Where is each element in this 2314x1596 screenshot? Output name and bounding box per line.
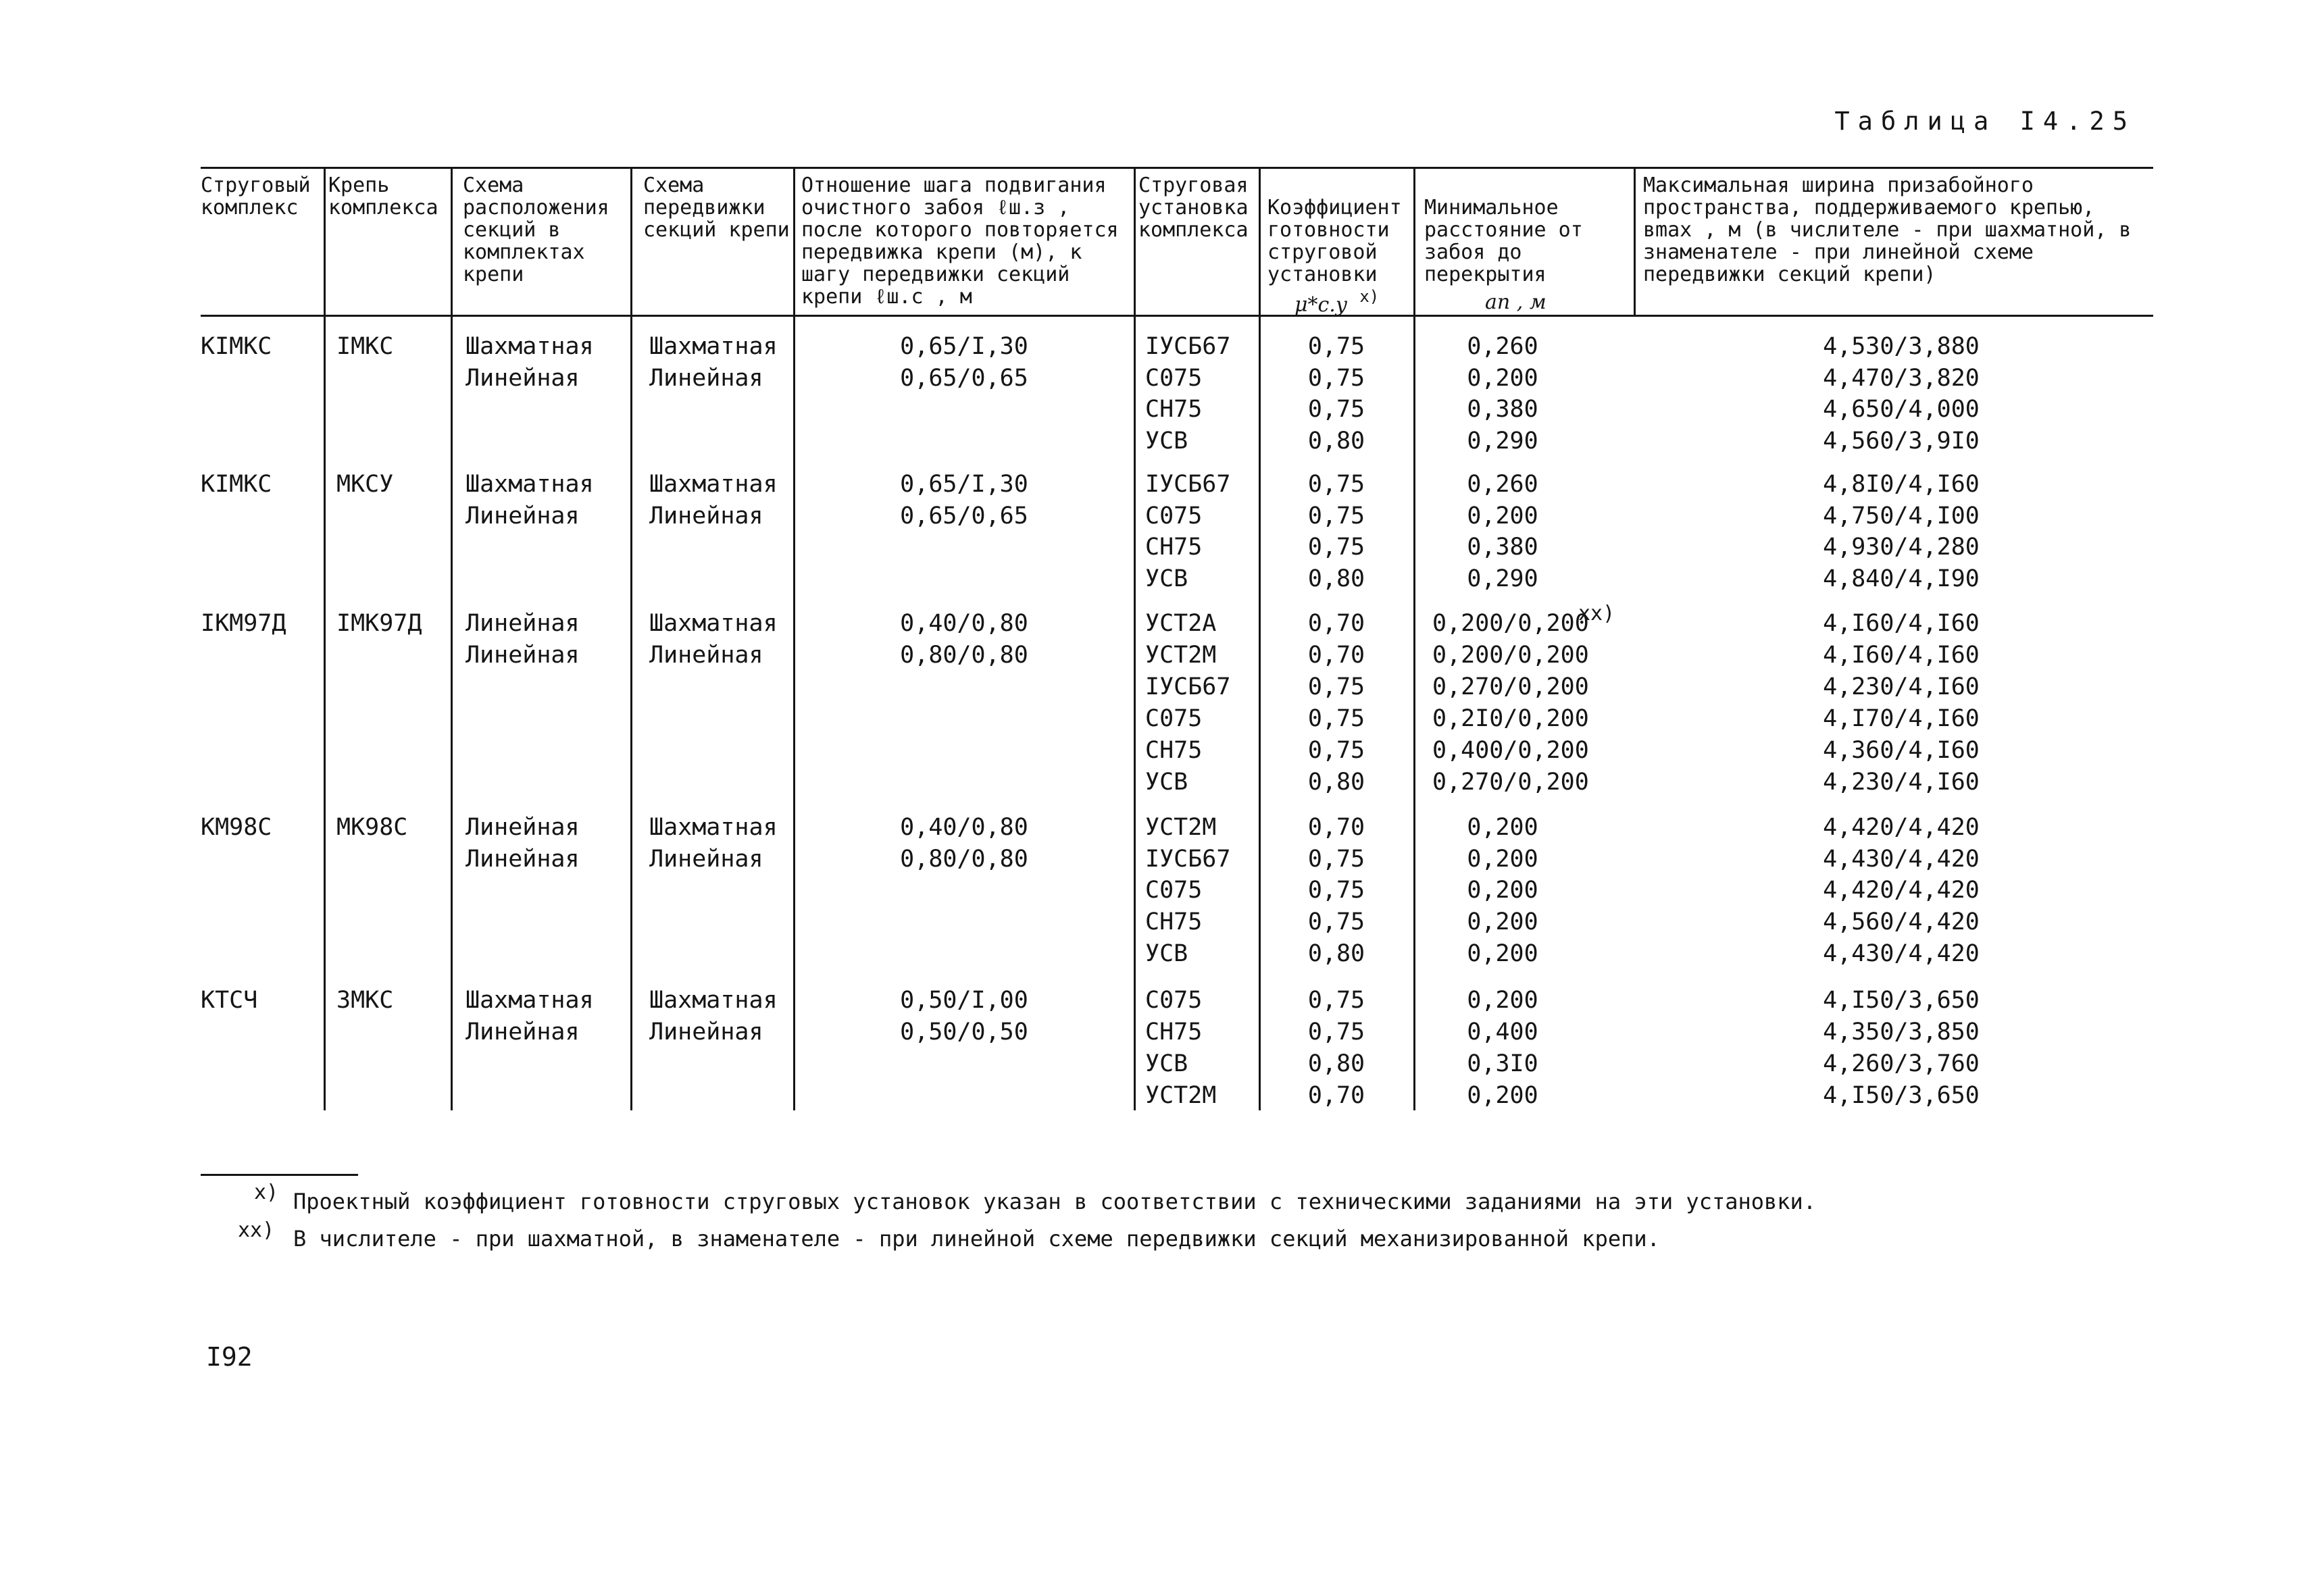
header-support (328, 174, 450, 219)
max-width: 4,360/4,I60 (1823, 737, 1980, 764)
readiness-coef: 0,75 (1307, 365, 1365, 392)
layout-scheme: Шахматная (466, 333, 594, 360)
table-top-rule (201, 167, 2153, 169)
header-plow-unit (1138, 174, 1259, 241)
max-width: 4,260/3,760 (1823, 1050, 1980, 1077)
readiness-coef: 0,75 (1307, 908, 1365, 935)
max-width: 4,I60/4,I60 (1823, 642, 1980, 669)
col-divider-1 (324, 168, 326, 1110)
movement-scheme: Линейная (649, 365, 763, 392)
header-max-width-text: Максимальная ширина призабойного пространства, поддерживаемого крепью, вmax , м (в числителе - при шахматной, в знаменателе - при линейной схеме передвижки секций крепи) (1643, 174, 2132, 286)
min-distance: 0,200/0,200 (1432, 642, 1589, 669)
movement-scheme: Шахматная (649, 471, 778, 498)
header-movement-scheme (643, 174, 792, 241)
layout-scheme: Линейная (466, 814, 580, 841)
col-divider-3 (630, 168, 632, 1110)
plow-unit: СН75 (1145, 908, 1203, 935)
max-width: 4,650/4,000 (1823, 396, 1980, 423)
header-complex (201, 174, 322, 219)
layout-scheme: Линейная (466, 846, 580, 873)
min-distance: 0,260 (1467, 333, 1538, 360)
readiness-mark: x) (1359, 287, 1380, 306)
max-width: 4,230/4,I60 (1823, 673, 1980, 700)
layout-scheme: Линейная (466, 610, 580, 637)
readiness-coef: 0,75 (1307, 1019, 1365, 1046)
step-ratio: 0,40/0,80 (900, 814, 1028, 841)
max-width: 4,930/4,280 (1823, 534, 1980, 561)
plow-unit: С075 (1145, 987, 1203, 1014)
plow-unit: УСВ (1145, 940, 1188, 967)
step-ratio: 0,65/I,30 (900, 471, 1028, 498)
max-width: 4,I60/4,I60 (1823, 610, 1980, 637)
header-complex-text: Струговый комплекс (201, 174, 311, 220)
plow-unit: СН75 (1145, 737, 1203, 764)
plow-complex: KIМКС (201, 333, 272, 360)
header-min-distance-text: Минимальное расстояние от забоя до перекрытия (1424, 196, 1583, 286)
min-distance: 0,200 (1467, 846, 1538, 873)
layout-scheme: Шахматная (466, 471, 594, 498)
readiness-coef: 0,75 (1307, 877, 1365, 904)
header-support-text: Крепь комплекса (328, 174, 438, 220)
plow-unit: УСТ2А (1145, 610, 1217, 637)
max-width: 4,420/4,420 (1823, 814, 1980, 841)
step-ratio: 0,40/0,80 (900, 610, 1028, 637)
readiness-coef: 0,75 (1307, 396, 1365, 423)
readiness-coef: 0,75 (1307, 846, 1365, 873)
plow-unit: УСТ2М (1145, 1082, 1217, 1109)
max-width: 4,420/4,420 (1823, 877, 1980, 904)
readiness-coef: 0,70 (1307, 814, 1365, 841)
min-distance: 0,200 (1467, 503, 1538, 530)
readiness-coef: 0,80 (1307, 565, 1365, 592)
plow-complex: КТСЧ (201, 987, 258, 1014)
footnote-separator (201, 1174, 358, 1176)
max-width: 4,230/4,I60 (1823, 769, 1980, 796)
header-layout-scheme (463, 174, 628, 286)
plow-unit: УСВ (1145, 565, 1188, 592)
header-readiness (1267, 174, 1413, 338)
support-type: IМК97Д (336, 610, 422, 637)
page-number: I92 (206, 1342, 253, 1372)
col-divider-6 (1259, 168, 1261, 1110)
layout-scheme: Линейная (466, 642, 580, 669)
footnote-text-1: Проектный коэффициент готовности струговых установок указан в соответствии с техническими заданиями на эти установки. (293, 1189, 1817, 1214)
max-width: 4,560/3,9I0 (1823, 428, 1980, 455)
plow-unit: IУСБ67 (1145, 333, 1231, 360)
header-layout-text: Схема расположения секций в комплектах крепи (463, 174, 609, 286)
min-distance: 0,200 (1467, 365, 1538, 392)
plow-unit: УСВ (1145, 769, 1188, 796)
step-ratio: 0,50/0,50 (900, 1019, 1028, 1046)
readiness-coef: 0,70 (1307, 610, 1365, 637)
readiness-coef: 0,80 (1307, 769, 1365, 796)
step-ratio: 0,65/I,30 (900, 333, 1028, 360)
readiness-coef: 0,80 (1307, 428, 1365, 455)
step-ratio: 0,65/0,65 (900, 365, 1028, 392)
plow-unit: С075 (1145, 503, 1203, 530)
footnote-mark-2: xx) (238, 1218, 275, 1242)
plow-unit: СН75 (1145, 1019, 1203, 1046)
movement-scheme: Линейная (649, 846, 763, 873)
layout-scheme: Линейная (466, 503, 580, 530)
plow-complex: КМ98С (201, 814, 272, 841)
movement-scheme: Шахматная (649, 610, 778, 637)
min-distance: 0,200 (1467, 987, 1538, 1014)
readiness-coef: 0,75 (1307, 737, 1365, 764)
plow-unit: С075 (1145, 365, 1203, 392)
readiness-coef: 0,75 (1307, 503, 1365, 530)
min-distance: 0,260 (1467, 471, 1538, 498)
max-width: 4,430/4,420 (1823, 846, 1980, 873)
min-distance: 0,200 (1467, 814, 1538, 841)
plow-unit: С075 (1145, 877, 1203, 904)
min-distance: 0,400/0,200 (1432, 737, 1589, 764)
min-distance: 0,200 (1467, 908, 1538, 935)
step-ratio: 0,50/I,00 (900, 987, 1028, 1014)
min-distance: 0,200 (1467, 1082, 1538, 1109)
readiness-coef: 0,75 (1307, 471, 1365, 498)
header-plow-text: Струговая установка комплекса (1138, 174, 1249, 242)
min-distance: 0,380 (1467, 396, 1538, 423)
max-width: 4,530/3,880 (1823, 333, 1980, 360)
plow-unit: IУСБ67 (1145, 673, 1231, 700)
plow-unit: УСВ (1145, 428, 1188, 455)
movement-scheme: Шахматная (649, 814, 778, 841)
header-max-width (1643, 174, 2151, 286)
plow-unit: УСТ2М (1145, 814, 1217, 841)
col-divider-8 (1634, 168, 1636, 316)
max-width: 4,I50/3,650 (1823, 987, 1980, 1014)
max-width: 4,470/3,820 (1823, 365, 1980, 392)
header-ratio-text: Отношение шага подвигания очистного забоя ℓш.з , после которого повторяется передвижка крепи (м), к шагу передвижки секций крепи ℓш.с , м (801, 174, 1119, 309)
plow-complex: IКМ97Д (201, 610, 286, 637)
movement-scheme: Линейная (649, 503, 763, 530)
layout-scheme: Линейная (466, 1019, 580, 1046)
header-readiness-text: Коэффициент готовности струговой установки (1267, 196, 1402, 286)
footnote-mark-1: x) (254, 1181, 279, 1204)
readiness-coef: 0,70 (1307, 1082, 1365, 1109)
header-min-distance (1424, 174, 1631, 336)
movement-scheme: Линейная (649, 1019, 763, 1046)
min-distance: 0,400 (1467, 1019, 1538, 1046)
min-distance: 0,200 (1467, 940, 1538, 967)
min-distance: 0,270/0,200 (1432, 769, 1589, 796)
header-bottom-rule (201, 315, 2153, 317)
step-ratio: 0,65/0,65 (900, 503, 1028, 530)
min-distance-mark: xx) (1578, 602, 1615, 625)
readiness-coef: 0,80 (1307, 1050, 1365, 1077)
min-distance: 0,290 (1467, 428, 1538, 455)
plow-complex: KIМКС (201, 471, 272, 498)
support-type: IМКС (336, 333, 394, 360)
readiness-coef: 0,75 (1307, 673, 1365, 700)
layout-scheme: Шахматная (466, 987, 594, 1014)
header-movement-text: Схема передвижки секций крепи (643, 174, 790, 242)
support-type: 3МКС (336, 987, 394, 1014)
movement-scheme: Шахматная (649, 333, 778, 360)
plow-unit: УСВ (1145, 1050, 1188, 1077)
min-distance: 0,3I0 (1467, 1050, 1538, 1077)
min-distance: 0,290 (1467, 565, 1538, 592)
movement-scheme: Шахматная (649, 987, 778, 1014)
plow-unit: УСТ2М (1145, 642, 1217, 669)
col-divider-4 (793, 168, 795, 1110)
header-step-ratio (801, 174, 1132, 308)
plow-unit: IУСБ67 (1145, 846, 1231, 873)
readiness-coef: 0,75 (1307, 987, 1365, 1014)
table-title: Таблица I4.25 (1834, 107, 2136, 136)
a-symbol: aп , м (1485, 290, 1546, 314)
col-divider-7 (1413, 168, 1415, 1110)
max-width: 4,8I0/4,I60 (1823, 471, 1980, 498)
mu-symbol: μ*с.у (1294, 293, 1348, 317)
max-width: 4,430/4,420 (1823, 940, 1980, 967)
col-divider-5 (1134, 168, 1136, 1110)
readiness-coef: 0,80 (1307, 940, 1365, 967)
min-distance: 0,270/0,200 (1432, 673, 1589, 700)
movement-scheme: Линейная (649, 642, 763, 669)
col-divider-2 (451, 168, 453, 1110)
readiness-coef: 0,75 (1307, 705, 1365, 732)
max-width: 4,I70/4,I60 (1823, 705, 1980, 732)
plow-unit: IУСБ67 (1145, 471, 1231, 498)
plow-unit: С075 (1145, 705, 1203, 732)
min-distance: 0,2I0/0,200 (1432, 705, 1589, 732)
plow-unit: СН75 (1145, 534, 1203, 561)
readiness-coef: 0,75 (1307, 333, 1365, 360)
readiness-coef: 0,75 (1307, 534, 1365, 561)
max-width: 4,750/4,I00 (1823, 503, 1980, 530)
layout-scheme: Линейная (466, 365, 580, 392)
max-width: 4,560/4,420 (1823, 908, 1980, 935)
max-width: 4,350/3,850 (1823, 1019, 1980, 1046)
max-width: 4,I50/3,650 (1823, 1082, 1980, 1109)
plow-unit: СН75 (1145, 396, 1203, 423)
step-ratio: 0,80/0,80 (900, 846, 1028, 873)
footnote-text-2: В числителе - при шахматной, в знаменателе - при линейной схеме передвижки секций механизированной крепи. (293, 1226, 1660, 1252)
min-distance: 0,380 (1467, 534, 1538, 561)
support-type: МК98С (336, 814, 408, 841)
max-width: 4,840/4,I90 (1823, 565, 1980, 592)
support-type: МКСУ (336, 471, 394, 498)
min-distance: 0,200/0,200 (1432, 610, 1589, 637)
step-ratio: 0,80/0,80 (900, 642, 1028, 669)
readiness-coef: 0,70 (1307, 642, 1365, 669)
min-distance: 0,200 (1467, 877, 1538, 904)
